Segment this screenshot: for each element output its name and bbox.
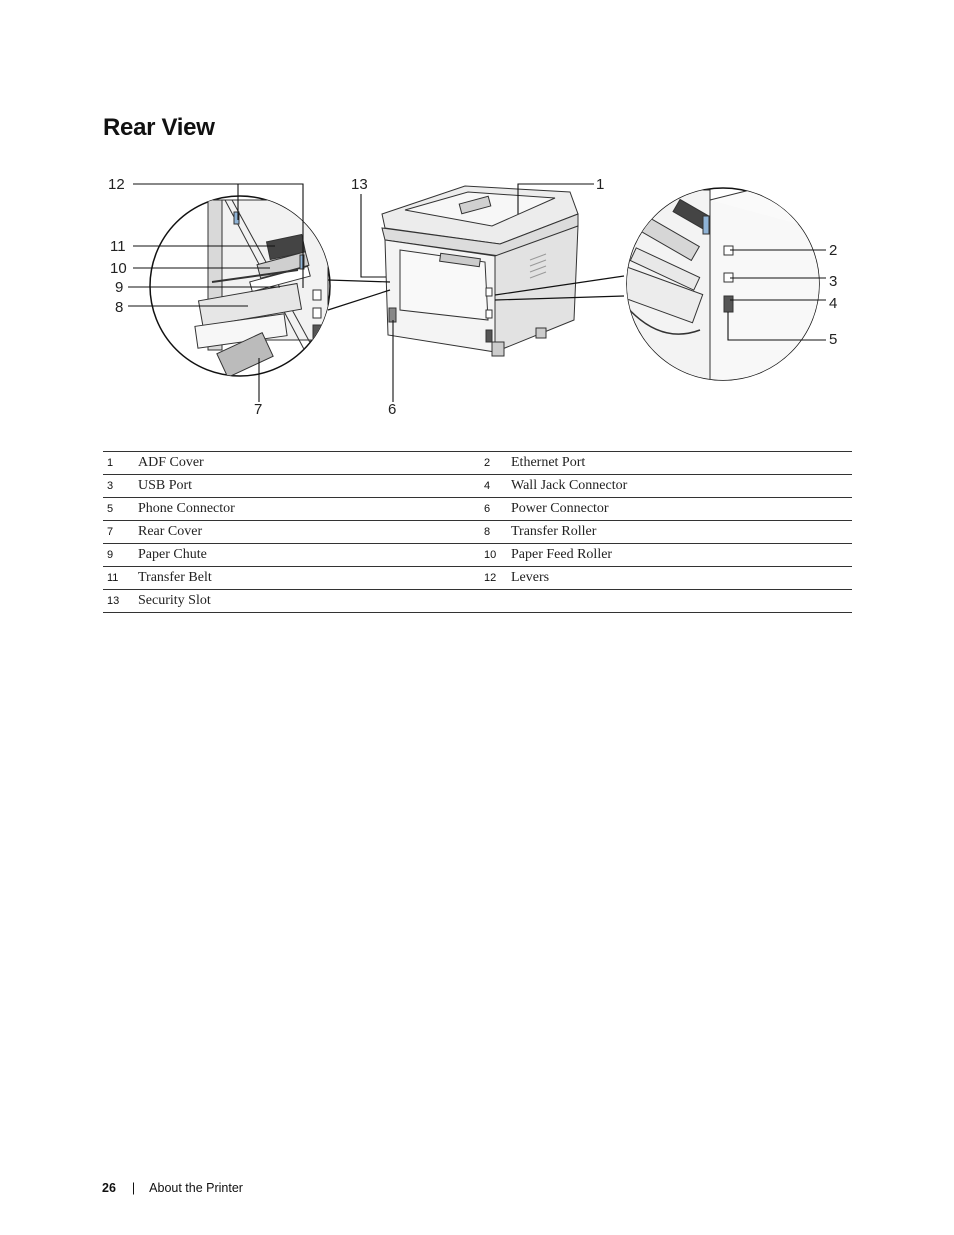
- table-row: [103, 590, 852, 613]
- part-number: 1: [103, 452, 138, 475]
- callout-4: 4: [829, 295, 838, 312]
- table-row: [103, 544, 852, 567]
- rear-view-illustration: [100, 170, 860, 425]
- right-detail-view: [617, 188, 820, 390]
- part-label: Ethernet Port: [511, 452, 852, 475]
- part-label: Levers: [511, 567, 852, 590]
- callout-2: 2: [829, 242, 838, 259]
- parts-table: [103, 451, 852, 613]
- part-number: [480, 590, 511, 613]
- callout-7: 7: [254, 401, 263, 418]
- part-number: 2: [480, 452, 511, 475]
- callout-9: 9: [115, 279, 124, 296]
- page-title: Rear View: [103, 114, 215, 141]
- table-row: [103, 452, 852, 475]
- part-label: Paper Feed Roller: [511, 544, 852, 567]
- table-row: [103, 521, 852, 544]
- page-footer: [102, 1181, 243, 1195]
- table-row: [103, 475, 852, 498]
- part-label: Power Connector: [511, 498, 852, 521]
- part-number: 7: [103, 521, 138, 544]
- part-number: 11: [103, 567, 138, 590]
- part-label: [511, 590, 852, 613]
- table-row: [103, 498, 852, 521]
- callout-10: 10: [110, 260, 127, 277]
- table-row: [103, 567, 852, 590]
- part-number: 10: [480, 544, 511, 567]
- callout-11: 11: [110, 238, 126, 255]
- callout-12: 12: [108, 176, 125, 193]
- page-number: 26: [102, 1181, 116, 1195]
- part-number: 4: [480, 475, 511, 498]
- part-number: 6: [480, 498, 511, 521]
- callout-1: 1: [596, 176, 605, 193]
- part-label: Rear Cover: [138, 521, 480, 544]
- part-label: Security Slot: [138, 590, 480, 613]
- footer-separator: |: [131, 1181, 136, 1195]
- section-name: About the Printer: [149, 1181, 243, 1195]
- part-label: Transfer Belt: [138, 567, 480, 590]
- callout-5: 5: [829, 331, 838, 348]
- callout-13: 13: [351, 176, 368, 193]
- part-number: 5: [103, 498, 138, 521]
- part-number: 9: [103, 544, 138, 567]
- part-label: Phone Connector: [138, 498, 480, 521]
- part-label: Wall Jack Connector: [511, 475, 852, 498]
- printer-body: [382, 186, 578, 356]
- part-label: Transfer Roller: [511, 521, 852, 544]
- callout-3: 3: [829, 273, 838, 290]
- part-number: 3: [103, 475, 138, 498]
- part-number: 13: [103, 590, 138, 613]
- callout-8: 8: [115, 299, 124, 316]
- part-number: 12: [480, 567, 511, 590]
- callout-6: 6: [388, 401, 397, 418]
- part-label: USB Port: [138, 475, 480, 498]
- part-number: 8: [480, 521, 511, 544]
- part-label: ADF Cover: [138, 452, 480, 475]
- part-label: Paper Chute: [138, 544, 480, 567]
